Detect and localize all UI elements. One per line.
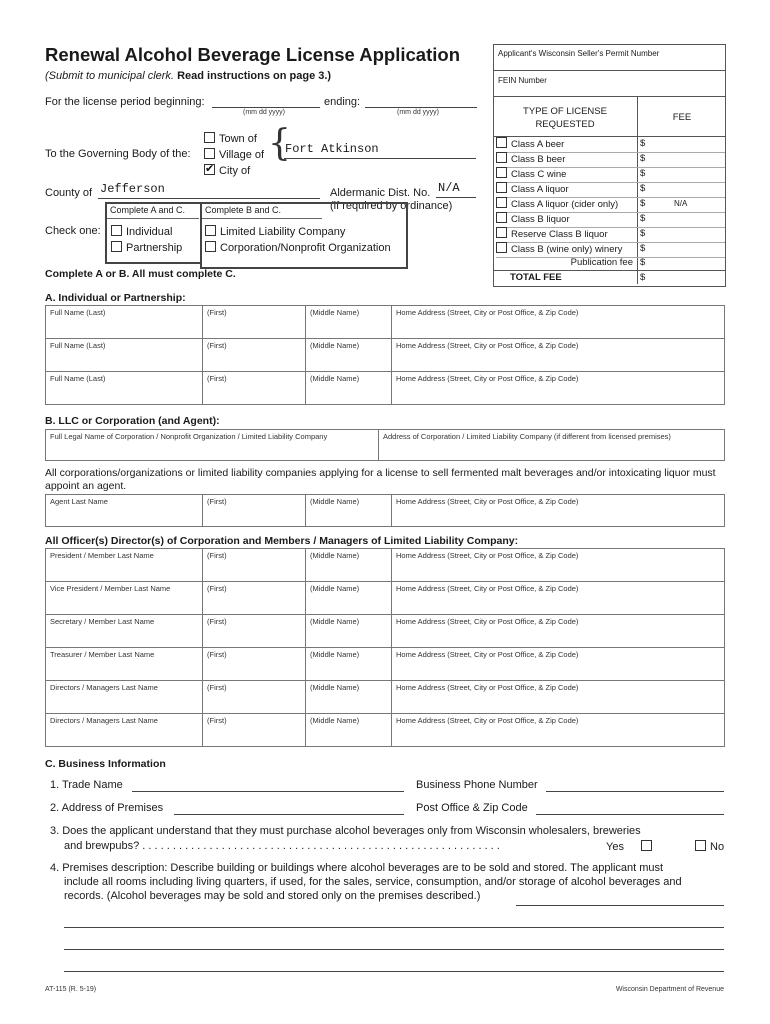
last-name-field[interactable]: Directors / Managers Last Name — [46, 681, 203, 713]
premises-desc-line-3[interactable] — [64, 949, 724, 950]
license-label: Class B beer — [511, 154, 566, 165]
license-checkbox[interactable] — [496, 167, 507, 178]
agent-first-name-field[interactable]: (First) — [203, 495, 306, 526]
group-b-title: Complete B and C. — [205, 205, 282, 215]
district-note: (if required by ordinance) — [330, 200, 453, 212]
license-fee[interactable]: $ — [640, 153, 646, 164]
county-label: County of — [45, 187, 93, 199]
license-label: Reserve Class B liquor — [511, 229, 608, 240]
option-town[interactable]: Town of — [204, 132, 257, 145]
seller-permit-label: Applicant's Wisconsin Seller's Permit Number — [498, 49, 660, 58]
no-checkbox[interactable] — [695, 840, 706, 851]
seller-permit-field[interactable] — [494, 70, 725, 71]
license-checkbox[interactable] — [496, 227, 507, 238]
trade-name-label: 1. Trade Name — [50, 779, 123, 791]
phone-label: Business Phone Number — [416, 779, 538, 791]
home-address-field[interactable]: Home Address (Street, City or Post Office, & Zip Code) — [396, 716, 579, 725]
brace-icon: { — [268, 123, 291, 164]
period-end-field[interactable] — [365, 107, 477, 108]
period-end-label: ending: — [324, 96, 361, 108]
middle-name-field[interactable]: (Middle Name) — [306, 714, 392, 746]
first-name-field[interactable]: (First) — [203, 615, 306, 647]
license-fee[interactable]: $ — [640, 243, 646, 254]
publication-fee-value[interactable]: $ — [640, 257, 646, 268]
home-address-field[interactable]: Home Address (Street, City or Post Office, & Zip Code) — [396, 341, 579, 350]
period-begin-hint: (mm dd yyyy) — [243, 109, 285, 116]
license-fee[interactable]: $ — [640, 183, 646, 194]
home-address-field[interactable]: Home Address (Street, City or Post Office, & Zip Code) — [396, 584, 579, 593]
middle-name-field[interactable]: (Middle Name) — [306, 615, 392, 647]
license-label: Class C wine — [511, 169, 567, 180]
governing-label: To the Governing Body of the: — [45, 148, 191, 160]
form-id: AT-115 (R. 5-19) — [45, 986, 97, 993]
fein-label: FEIN Number — [498, 76, 547, 85]
agent-last-name-field[interactable]: Agent Last Name — [46, 495, 203, 526]
corporation-checkbox[interactable] — [205, 241, 216, 252]
officer-row[interactable] — [45, 713, 725, 747]
license-row[interactable] — [496, 152, 725, 168]
first-name-field[interactable]: (First) — [203, 582, 306, 614]
last-name-field[interactable]: Full Name (Last) — [46, 306, 203, 338]
agent-address-field[interactable]: Home Address (Street, City or Post Office, & Zip Code) — [396, 497, 579, 506]
last-name-field[interactable]: Full Name (Last) — [46, 372, 203, 404]
first-name-field[interactable]: (First) — [203, 339, 306, 371]
total-fee-label: TOTAL FEE — [510, 272, 562, 283]
license-row[interactable] — [496, 197, 725, 213]
district-label: Aldermanic Dist. No. — [330, 187, 431, 199]
option-partnership[interactable]: Partnership — [111, 241, 182, 254]
district-line — [436, 197, 476, 198]
q4-text-3: records. (Alcohol beverages may be sold and stored only on the premises described.) — [64, 890, 481, 902]
publication-fee-label: Publication fee — [570, 257, 633, 268]
fee-header: FEE — [672, 112, 692, 123]
premises-address-label: 2. Address of Premises — [50, 802, 164, 814]
county-line — [98, 198, 320, 199]
last-name-field[interactable]: Treasurer / Member Last Name — [46, 648, 203, 680]
village-checkbox[interactable] — [204, 148, 215, 159]
municipality-line — [284, 158, 476, 159]
officer-row[interactable] — [45, 647, 725, 681]
form-title: Renewal Alcohol Beverage License Application — [45, 44, 460, 65]
partnership-checkbox[interactable] — [111, 241, 122, 252]
officer-row[interactable] — [45, 614, 725, 648]
middle-name-field[interactable]: (Middle Name) — [306, 372, 392, 404]
person-row[interactable] — [45, 338, 725, 372]
person-row[interactable] — [45, 371, 725, 405]
q3-text: 3. Does the applicant understand that they must purchase alcohol beverages only from Wisconsin wholesalers, breweries — [50, 825, 641, 837]
license-fee[interactable]: $ — [640, 213, 646, 224]
officer-row[interactable] — [45, 548, 725, 582]
town-checkbox[interactable] — [204, 132, 215, 143]
first-name-field[interactable]: (First) — [203, 306, 306, 338]
q3-text-continued: and brewpubs? . . . . . . . . . . . . . . . . . . . . . . . . . . . . . . . . . . . . . . . . . . . . . . . . . . . . . . . . . . . — [64, 840, 500, 852]
check-one-label: Check one: — [45, 225, 101, 237]
option-city[interactable]: ✔City of — [204, 164, 250, 177]
q3-no[interactable]: No — [695, 840, 724, 853]
first-name-field[interactable]: (First) — [203, 714, 306, 746]
middle-name-field[interactable]: (Middle Name) — [306, 681, 392, 713]
po-zip-label: Post Office & Zip Code — [416, 802, 528, 814]
total-fee-value[interactable]: $ — [640, 272, 646, 283]
middle-name-field[interactable]: (Middle Name) — [306, 549, 392, 581]
type-header: TYPE OF LICENSE REQUESTED — [523, 106, 607, 130]
period-end-hint: (mm dd yyyy) — [397, 109, 439, 116]
middle-name-field[interactable]: (Middle Name) — [306, 339, 392, 371]
first-name-field[interactable]: (First) — [203, 681, 306, 713]
yes-checkbox[interactable] — [641, 840, 652, 851]
license-checkbox[interactable] — [496, 152, 507, 163]
license-row[interactable] — [496, 167, 725, 183]
group-a-title: Complete A and C. — [110, 205, 186, 215]
license-row[interactable] — [496, 242, 725, 258]
officer-row[interactable] — [45, 680, 725, 714]
license-label: Class A liquor (cider only) — [511, 199, 619, 210]
municipality-value[interactable]: Fort Atkinson — [285, 142, 379, 156]
last-name-field[interactable]: Secretary / Member Last Name — [46, 615, 203, 647]
q3-yes[interactable]: Yes — [606, 840, 656, 853]
license-checkbox[interactable] — [496, 182, 507, 193]
license-extra: N/A — [674, 199, 688, 208]
q4-text: 4. Premises description: Describe building or buildings where alcohol beverages are to be sold and stored. The applicant must — [50, 862, 664, 874]
premises-address-field[interactable] — [174, 814, 404, 815]
district-value[interactable]: N/A — [438, 181, 460, 195]
trade-name-field[interactable] — [132, 791, 404, 792]
option-corporation[interactable]: Corporation/Nonprofit Organization — [205, 241, 391, 254]
license-row[interactable] — [496, 227, 725, 243]
agent-row[interactable] — [45, 494, 725, 527]
fein-field[interactable] — [494, 96, 725, 97]
corporation-row[interactable] — [45, 429, 725, 461]
last-name-field[interactable]: Vice President / Member Last Name — [46, 582, 203, 614]
home-address-field[interactable]: Home Address (Street, City or Post Office, & Zip Code) — [396, 617, 579, 626]
license-fee[interactable]: $ — [640, 168, 646, 179]
section-a-title: A. Individual or Partnership: — [45, 292, 186, 304]
license-checkbox[interactable] — [496, 212, 507, 223]
officers-title: All Officer(s) Director(s) of Corporation and Members / Managers of Limited Liability Company: — [45, 535, 519, 547]
home-address-field[interactable]: Home Address (Street, City or Post Office, & Zip Code) — [396, 374, 579, 383]
license-fee[interactable]: $ — [640, 198, 646, 209]
complete-note: Complete A or B. All must complete C. — [45, 268, 236, 280]
option-individual[interactable]: Individual — [111, 225, 172, 238]
home-address-field[interactable]: Home Address (Street, City or Post Office, & Zip Code) — [396, 650, 579, 659]
option-llc[interactable]: Limited Liability Company — [205, 225, 345, 238]
middle-name-field[interactable]: (Middle Name) — [306, 582, 392, 614]
agency-name: Wisconsin Department of Revenue — [615, 986, 724, 993]
option-village[interactable]: Village of — [204, 148, 264, 161]
license-label: Class B (wine only) winery — [511, 244, 623, 255]
agent-middle-name-field[interactable]: (Middle Name) — [306, 495, 392, 526]
home-address-field[interactable]: Home Address (Street, City or Post Office, & Zip Code) — [396, 308, 579, 317]
section-c-title: C. Business Information — [45, 758, 166, 770]
license-label: Class B liquor — [511, 214, 570, 225]
first-name-field[interactable]: (First) — [203, 372, 306, 404]
llc-checkbox[interactable] — [205, 225, 216, 236]
premises-desc-line-4[interactable] — [64, 971, 724, 972]
period-begin-field[interactable] — [212, 107, 320, 108]
license-label: Class A liquor — [511, 184, 569, 195]
agent-note: All corporations/organizations or limited liability companies applying for a license to sell fermented malt beverages and/or intoxicating liquor must appoint an agent. — [45, 467, 716, 492]
section-b-title: B. LLC or Corporation (and Agent): — [45, 415, 220, 427]
license-fee[interactable]: $ — [640, 228, 646, 239]
first-name-field[interactable]: (First) — [203, 549, 306, 581]
form-subtitle: (Submit to municipal clerk. Read instructions on page 3.) — [45, 70, 332, 82]
q4-text-2: include all rooms including living quarters, if used, for the sales, service, consumption, and/or storage of alcohol beverages and — [64, 876, 682, 888]
po-zip-field[interactable] — [536, 814, 724, 815]
last-name-field[interactable]: Full Name (Last) — [46, 339, 203, 371]
county-value[interactable]: Jefferson — [100, 182, 165, 196]
phone-field[interactable] — [546, 791, 724, 792]
middle-name-field[interactable]: (Middle Name) — [306, 648, 392, 680]
license-fee[interactable]: $ — [640, 138, 646, 149]
license-label: Class A beer — [511, 139, 565, 150]
middle-name-field[interactable]: (Middle Name) — [306, 306, 392, 338]
premises-desc-line-1[interactable] — [516, 905, 724, 906]
last-name-field[interactable]: Directors / Managers Last Name — [46, 714, 203, 746]
legal-name-field[interactable]: Full Legal Name of Corporation / Nonprofit Organization / Limited Liability Company — [46, 430, 379, 460]
license-checkbox[interactable] — [496, 242, 507, 253]
home-address-field[interactable]: Home Address (Street, City or Post Office, & Zip Code) — [396, 683, 579, 692]
last-name-field[interactable]: President / Member Last Name — [46, 549, 203, 581]
first-name-field[interactable]: (First) — [203, 648, 306, 680]
person-row[interactable] — [45, 305, 725, 339]
license-row[interactable] — [496, 137, 725, 153]
city-checkbox[interactable] — [204, 164, 215, 175]
period-begin-label: For the license period beginning: — [45, 96, 205, 108]
license-row[interactable] — [496, 212, 725, 228]
license-checkbox[interactable] — [496, 137, 507, 148]
individual-checkbox[interactable] — [111, 225, 122, 236]
home-address-field[interactable]: Home Address (Street, City or Post Office, & Zip Code) — [396, 551, 579, 560]
premises-desc-line-2[interactable] — [64, 927, 724, 928]
officer-row[interactable] — [45, 581, 725, 615]
license-checkbox[interactable] — [496, 197, 507, 208]
license-row[interactable] — [496, 182, 725, 198]
corp-address-field[interactable]: Address of Corporation / Limited Liability Company (if different from licensed premises) — [383, 432, 671, 441]
